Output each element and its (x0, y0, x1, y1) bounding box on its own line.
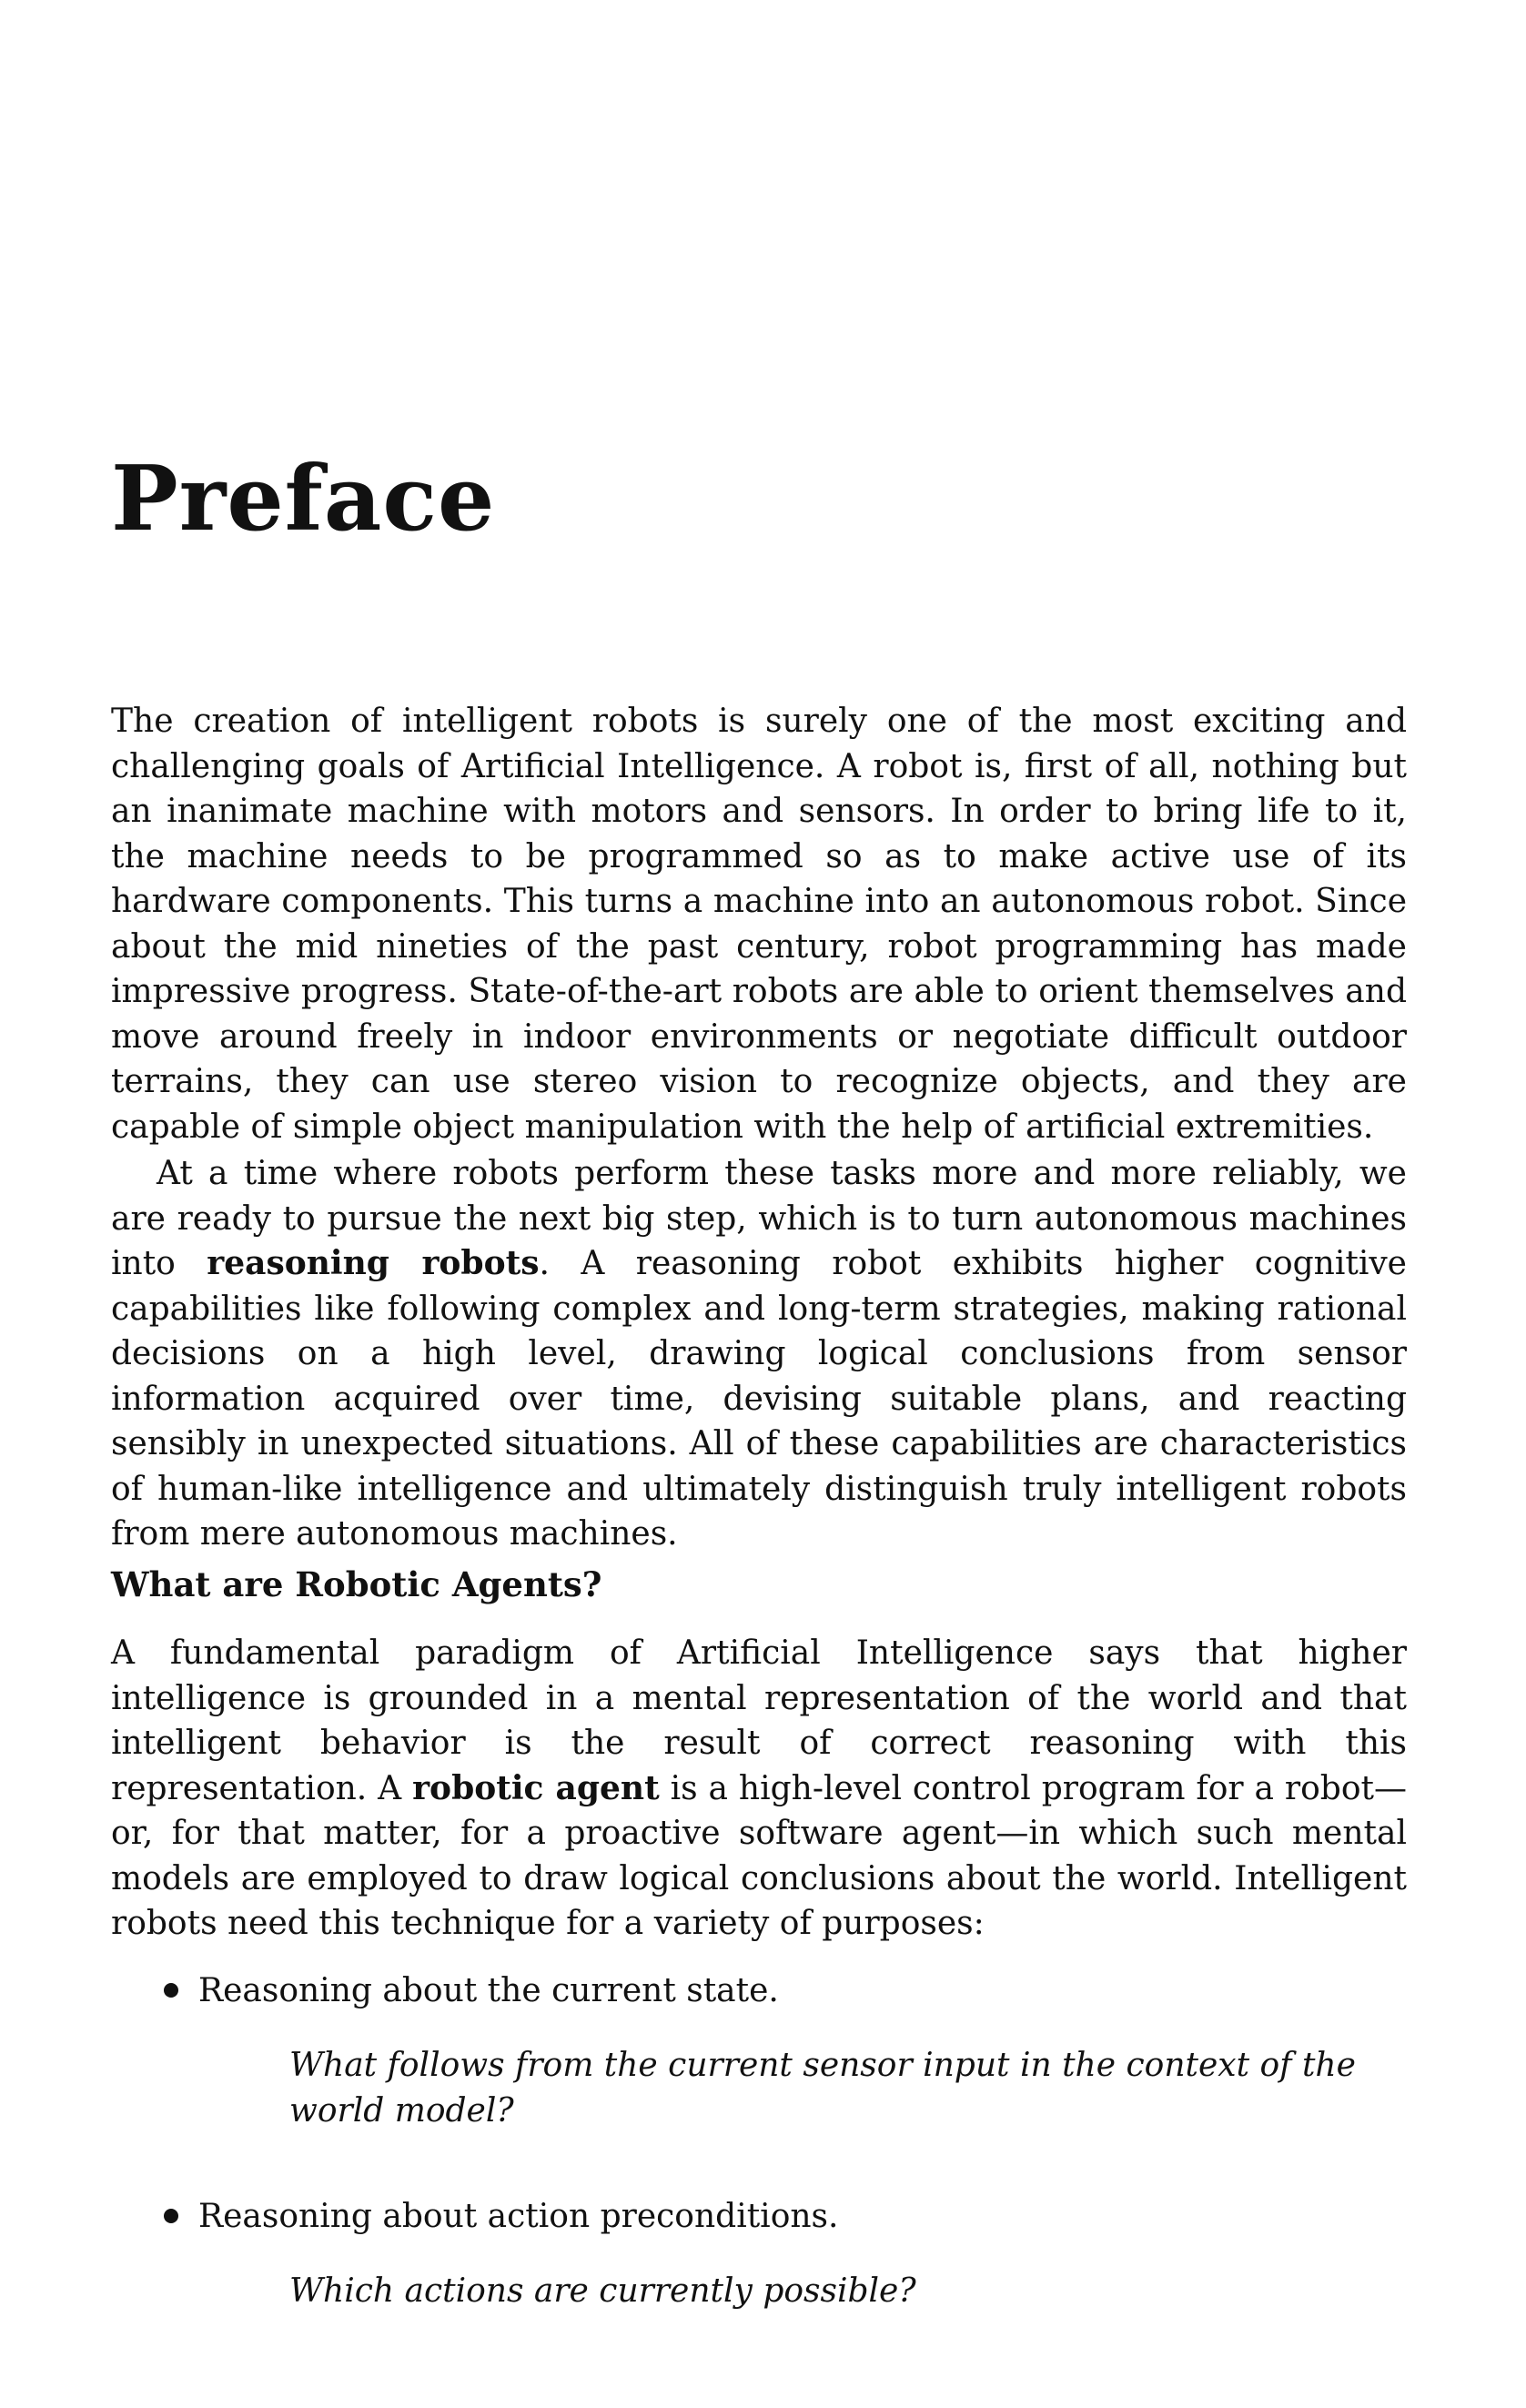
intro-paragraph: The creation of intelligent robots is surely one of the most exciting and challenging goals of Artificial Intelligence. A robot is, first of all, nothing but an inanimate machine with motors and sensors. In order to bring life to it, the machine needs to be programmed so as to make active use of its hardware components. This turns a machine into an autonomous robot. Since about the mid nineties of the past century, robot programming has made impressive progress. State-of-the-art robots are able to orient themselves and move around freely in indoor environments or negotiate difficult outdoor terrains, they can use stereo vision to recognize objects, and they are capable of simple object manipulation with the help of artificial extremities. (111, 703, 1407, 1146)
bullet-icon (164, 1983, 178, 1998)
reasoning-paragraph (111, 1151, 1407, 1557)
robotic-agent-term: robotic agent (412, 1768, 660, 1807)
list-item (164, 1968, 779, 2014)
robotic-agent-paragraph (111, 1631, 1407, 1947)
robotic-agent-paragraph-end: is a high-level control program for a robot—or, for that matter, for a proactive software agent—in which such mental models are employed to draw logical conclusions about the world. Intelligent robots need this technique for a variety of purposes: (111, 1769, 1407, 1942)
section-heading: What are Robotic Agents? (111, 1564, 602, 1604)
page-title: Preface (111, 447, 496, 551)
reasoning-paragraph-start: At a time where robots perform these tasks more and more reliably, we are ready to pursue the next big step, which is to turn autonomous machines into (111, 1155, 1407, 1282)
bullet-icon (164, 2209, 178, 2223)
reasoning-paragraph-end: . A reasoning robot exhibits higher cognitive capabilities like following complex and long-term strategies, making rational decisions on a high level, drawing logical conclusions from sensor information acquired over time, devising suitable plans, and reacting sensibly in unexpected situations. All of these capabilities are characteristics of human-like intelligence and ultimately distinguish truly intelligent robots from mere autonomous machines. (111, 1245, 1407, 1553)
list-item-label: Reasoning about the current state. (198, 1972, 779, 2009)
list-item-label: Reasoning about action preconditions. (198, 2198, 839, 2235)
list-item-question: What follows from the current sensor input in the context of the world model? (289, 2047, 1356, 2130)
robotic-agent-paragraph-start: A fundamental paradigm of Artificial Intelligence says that higher intelligence is grounded in a mental representation of the world and that intelligent behavior is the result of correct reasoning with this representation. A (111, 1634, 1407, 1807)
list-item (164, 2194, 838, 2240)
reasoning-robots-term: reasoning robots (207, 1244, 540, 1282)
list-item-question: Which actions are currently possible? (289, 2272, 916, 2310)
